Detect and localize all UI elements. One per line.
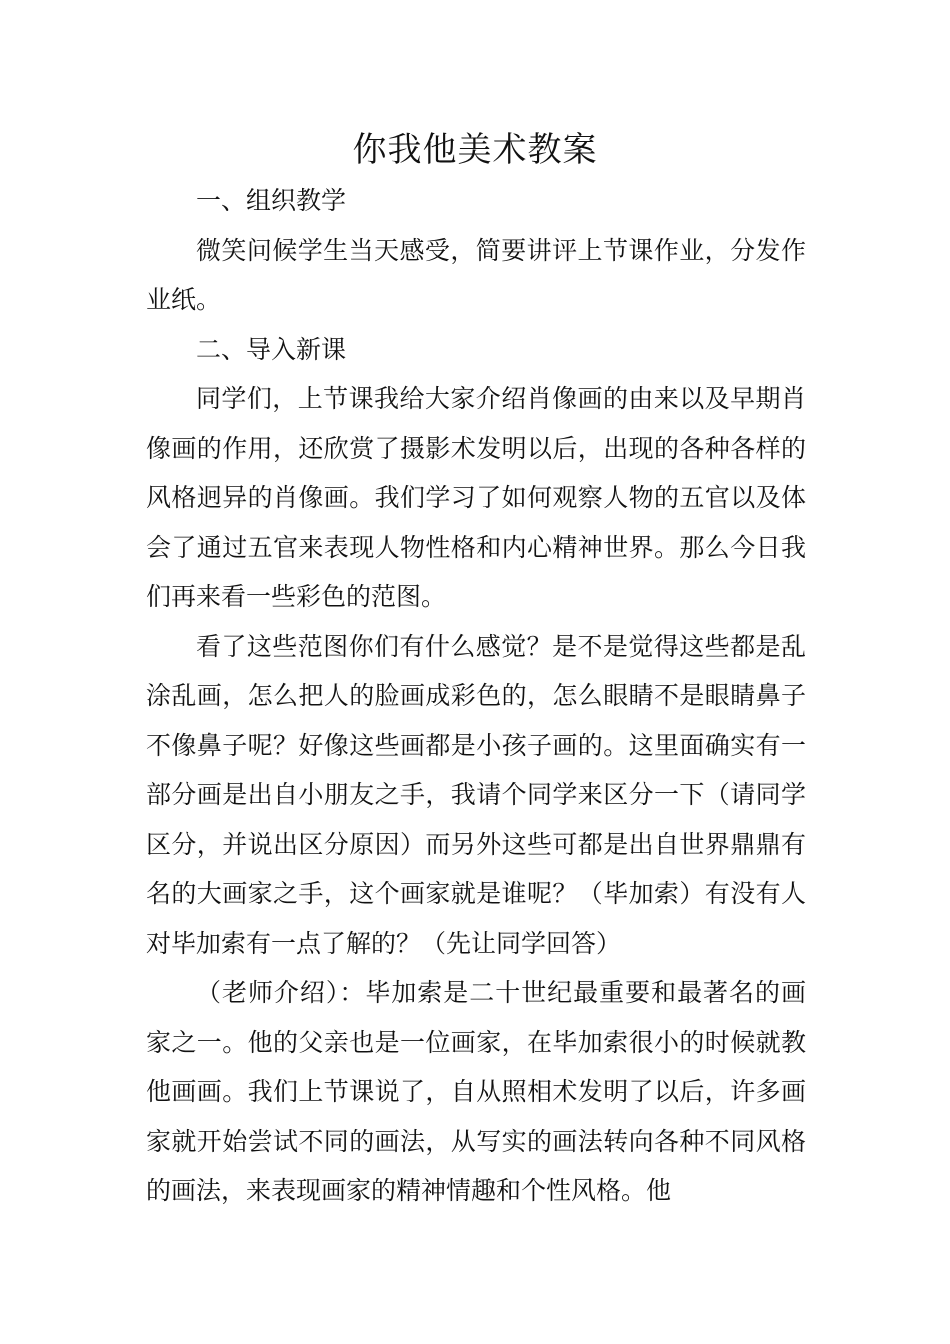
- document-body: [146, 176, 806, 1216]
- section-heading-introduction: 二、导入新课: [196, 334, 347, 364]
- document-title: 你我他美术教案: [352, 130, 598, 170]
- paragraph: 同学们，上节课我给大家介绍肖像画的由来以及早期肖像画的作用，还欣赏了摄影术发明以后，出现的各种各样的风格迥异的肖像画。我们学习了如何观察人物的五官以及体会了通过五官来表现人物性格和内心精神世界。那么今日我们再来看一些彩色的范图。: [146, 384, 806, 611]
- paragraph: 看了这些范图你们有什么感觉？是不是觉得这些都是乱涂乱画，怎么把人的脸画成彩色的，怎么眼睛不是眼睛鼻子不像鼻子呢？好像这些画都是小孩子画的。这里面确实有一部分画是出自小朋友之手，我请个同学来区分一下（请同学区分，并说出区分原因）而另外这些可都是出自世界鼎鼎有名的大画家之手，这个画家就是谁呢？（毕加索）有没有人对毕加索有一点了解的？（先让同学回答）: [146, 631, 806, 958]
- section-heading-organize: 一、组织教学: [196, 186, 347, 215]
- paragraph: （老师介绍）：毕加索是二十世纪最重要和最著名的画家之一。他的父亲也是一位画家，在毕加索很小的时候就教他画画。我们上节课说了，自从照相术发明了以后，许多画家就开始尝试不同的画法，从写实的画法转向各种不同风格的画法，来表现画家的精神情趣和个性风格。他: [146, 978, 806, 1205]
- paragraph: 微笑问候学生当天感受，简要讲评上节课作业，分发作业纸。: [146, 235, 806, 314]
